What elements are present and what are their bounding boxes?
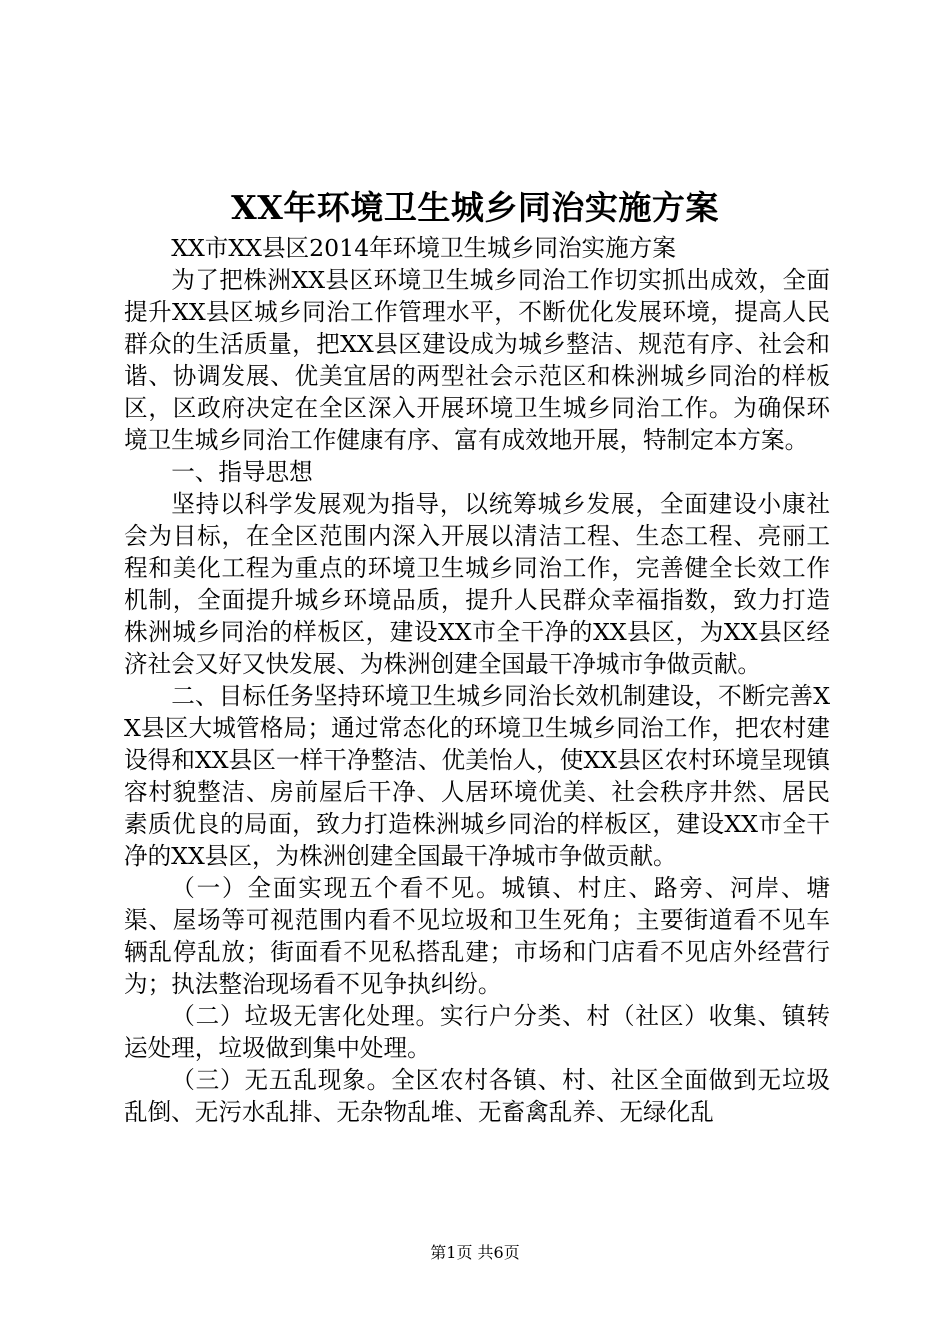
paragraph-guiding-ideology: 坚持以科学发展观为指导，以统筹城乡发展，全面建设小康社会为目标，在全区范围内深入开展以清洁工程、生态工程、亮丽工程和美化工程为重点的环境卫生城乡同治工作，完善健全长效工作机制，全面提升城乡环境品质，提升人民群众幸福指数，致力打造株洲城乡同治的样板区，建设XX市全干净的XX县区，为XX县区经济社会又好又快发展、为株洲创建全国最干净城市争做贡献。 bbox=[124, 490, 830, 678]
paragraph-item-three: （三）无五乱现象。全区农村各镇、村、社区全面做到无垃圾乱倒、无污水乱排、无杂物乱堆、无畜禽乱养、无绿化乱 bbox=[124, 1066, 830, 1126]
paragraph-subtitle: XX市XX县区2014年环境卫生城乡同治实施方案 bbox=[171, 234, 676, 262]
page-number-footer: 第1页 共6页 bbox=[430, 1243, 520, 1262]
paragraph-intro: 为了把株洲XX县区环境卫生城乡同治工作切实抓出成效，全面提升XX县区城乡同治工作管理水平，不断优化发展环境，提高人民群众的生活质量，把XX县区建设成为城乡整洁、规范有序、社会和谐、协调发展、优美宜居的两型社会示范区和株洲城乡同治的样板区，区政府决定在全区深入开展环境卫生城乡同治工作。为确保环境卫生城乡同治工作健康有序、富有成效地开展，特制定本方案。 bbox=[124, 266, 830, 454]
document-title: XX年环境卫生城乡同治实施方案 bbox=[231, 188, 719, 227]
paragraph-goals-tasks: 二、目标任务坚持环境卫生城乡同治长效机制建设，不断完善XX县区大城管格局；通过常态化的环境卫生城乡同治工作，把农村建设得和XX县区一样干净整洁、优美怡人，使XX县区农村环境呈现镇容村貌整洁、房前屋后干净、人居环境优美、社会秩序井然、居民素质优良的局面，致力打造株洲城乡同治的样板区，建设XX市全干净的XX县区，为株洲创建全国最干净城市争做贡献。 bbox=[124, 682, 830, 870]
document-body bbox=[124, 232, 830, 1128]
section-heading-guiding-ideology: 一、指导思想 bbox=[171, 458, 313, 486]
paragraph-item-two: （二）垃圾无害化处理。实行户分类、村（社区）收集、镇转运处理，垃圾做到集中处理。 bbox=[124, 1002, 830, 1062]
paragraph-item-one: （一）全面实现五个看不见。城镇、村庄、路旁、河岸、塘渠、屋场等可视范围内看不见垃圾和卫生死角；主要街道看不见车辆乱停乱放；街面看不见私搭乱建；市场和门店看不见店外经营行为；执法整治现场看不见争执纠纷。 bbox=[124, 874, 830, 998]
